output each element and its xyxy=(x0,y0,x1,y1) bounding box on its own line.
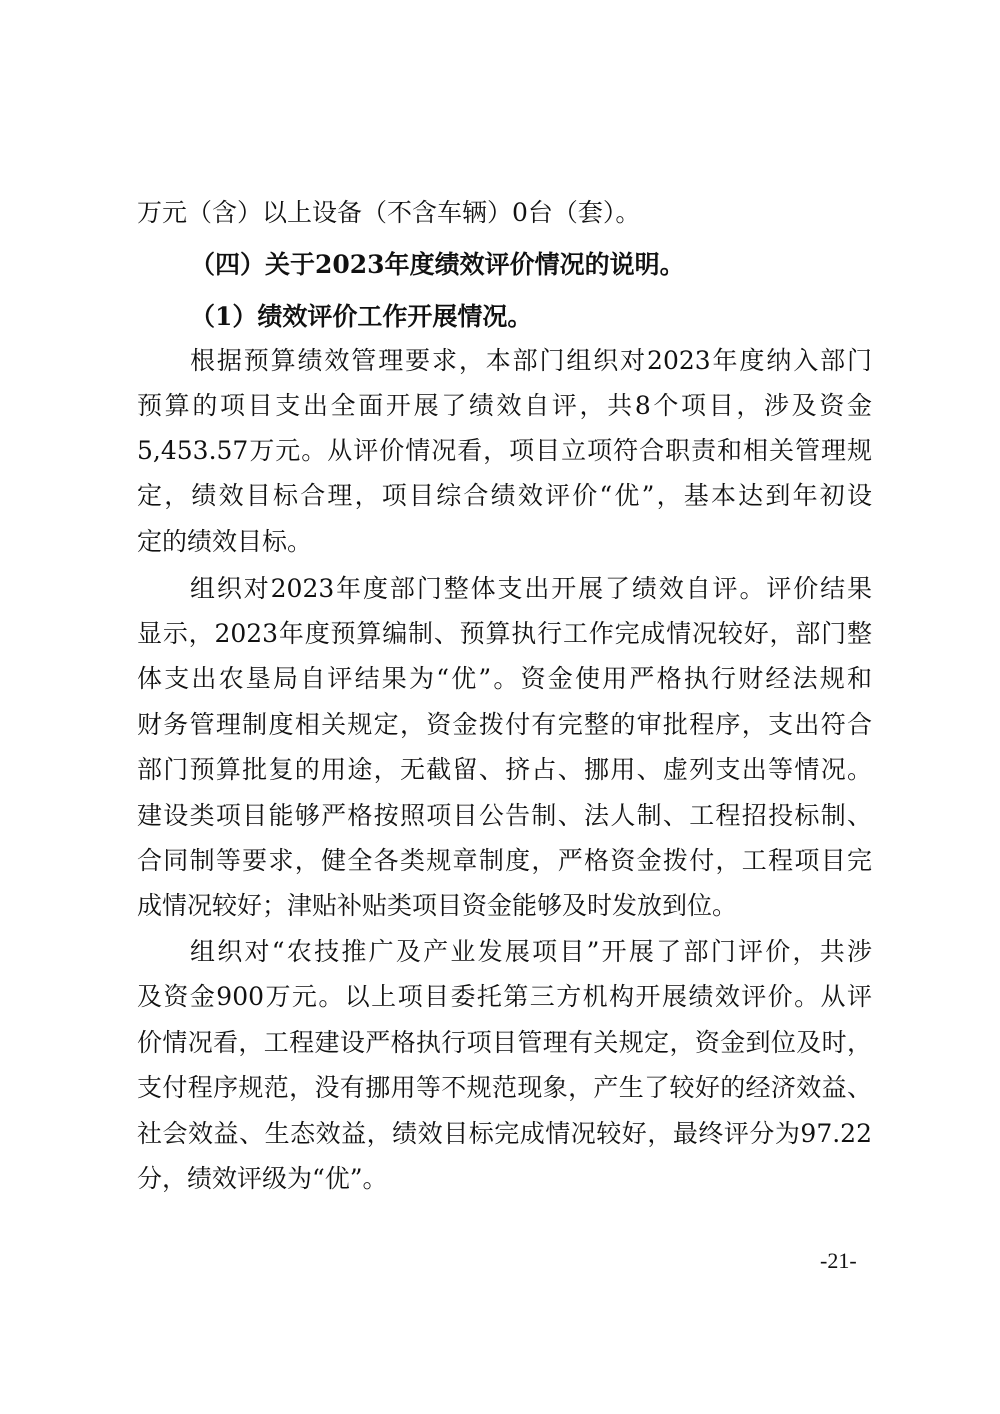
text-line: 组织对2023年度部门整体支出开展了绩效自评。评价结果 xyxy=(190,574,872,603)
text-line: 定，绩效目标合理，项目综合绩效评价“优”，基本达到年初设 xyxy=(137,481,872,510)
text-line: 部门预算批复的用途，无截留、挤占、挪用、虚列支出等情况。 xyxy=(137,755,872,784)
text-line: 社会效益、生态效益，绩效目标完成情况较好，最终评分为97.22 xyxy=(137,1119,872,1148)
text-line: 预算的项目支出全面开展了绩效自评，共8个项目，涉及资金 xyxy=(137,391,872,420)
section-heading: （四）关于2023年度绩效评价情况的说明。 xyxy=(190,250,685,279)
text-line: 组织对“农技推广及产业发展项目”开展了部门评价，共涉 xyxy=(190,937,872,966)
text-line: 财务管理制度相关规定，资金拨付有完整的审批程序，支出符合 xyxy=(137,710,872,739)
text-line: 万元（含）以上设备（不含车辆）0台（套）。 xyxy=(137,198,641,227)
text-line: 分，绩效评级为“优”。 xyxy=(137,1164,388,1193)
text-line: 支付程序规范，没有挪用等不规范现象，产生了较好的经济效益、 xyxy=(137,1073,872,1102)
text-line: 显示，2023年度预算编制、预算执行工作完成情况较好，部门整 xyxy=(137,619,872,648)
text-line: 价情况看，工程建设严格执行项目管理有关规定，资金到位及时， xyxy=(137,1028,872,1057)
subsection-heading: （1）绩效评价工作开展情况。 xyxy=(190,302,533,331)
text-line: 5,453.57万元。从评价情况看，项目立项符合职责和相关管理规 xyxy=(137,436,872,465)
text-line: 建设类项目能够严格按照项目公告制、法人制、工程招投标制、 xyxy=(137,801,872,830)
text-line: 体支出农垦局自评结果为“优”。资金使用严格执行财经法规和 xyxy=(137,664,872,693)
text-line: 合同制等要求，健全各类规章制度，严格资金拨付，工程项目完 xyxy=(137,846,872,875)
text-line: 定的绩效目标。 xyxy=(137,527,313,556)
page-number: -21- xyxy=(820,1248,857,1273)
text-line: 成情况较好；津贴补贴类项目资金能够及时发放到位。 xyxy=(137,891,738,920)
text-line: 根据预算绩效管理要求，本部门组织对2023年度纳入部门 xyxy=(190,346,872,375)
text-line: 及资金900万元。以上项目委托第三方机构开展绩效评价。从评 xyxy=(137,982,872,1011)
